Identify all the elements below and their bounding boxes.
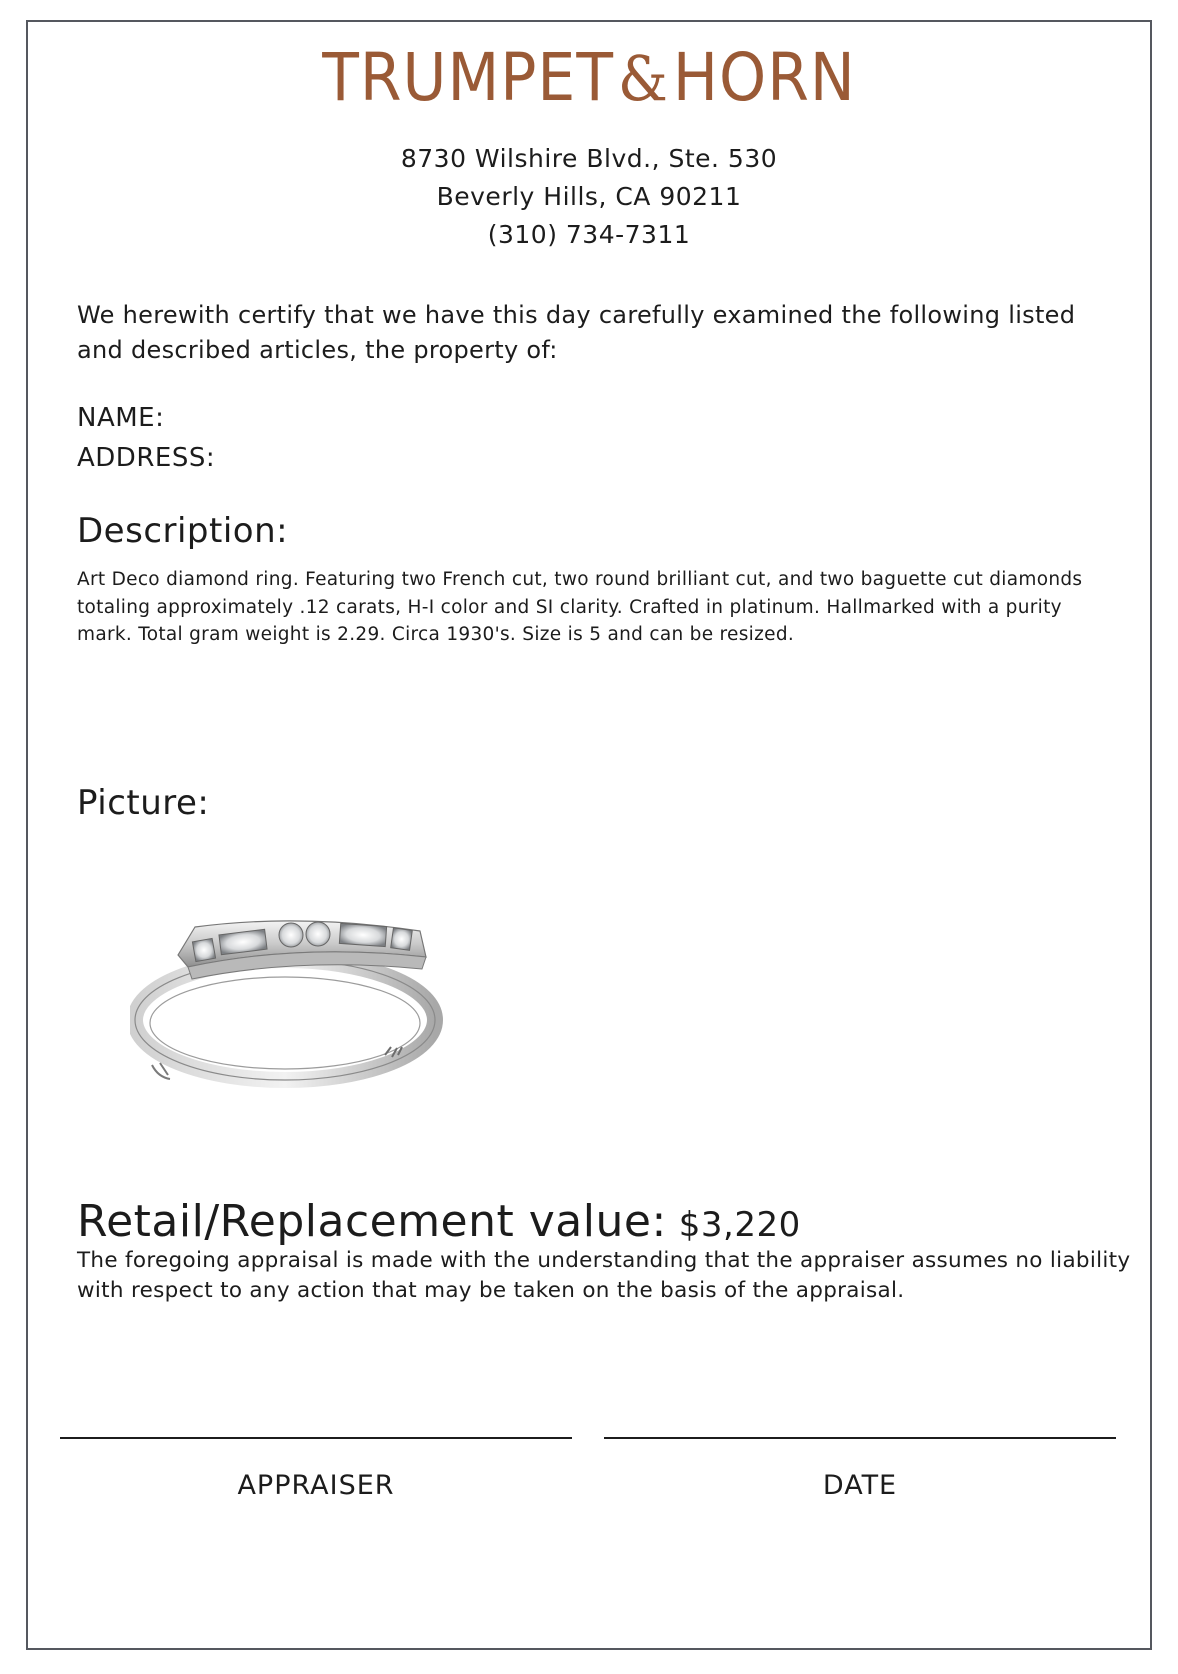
owner-fields — [77, 398, 215, 478]
ring-photo — [130, 905, 480, 1095]
date-label: DATE — [822, 1470, 898, 1501]
address-phone: (310) 734-7311 — [487, 220, 691, 249]
disclaimer-text: The foregoing appraisal is made with the understanding that the appraiser assumes no liability with respect to any action that may be taken on the basis of the appraisal. — [77, 1248, 1131, 1303]
address-city: Beverly Hills, CA 90211 — [436, 182, 742, 211]
logo-ampersand: & — [617, 43, 669, 116]
description-text: Art Deco diamond ring. Featuring two French cut, two round brilliant cut, and two baguette cut diamonds totaling approximately .12 carats, H-I color and SI clarity. Crafted in platinum. Hallmarked with a purity mark. Total gram weight is 2.29. Circa 1930's. Size is 5 and can be resized. — [77, 569, 1083, 645]
retail-value-amount: $3,220 — [678, 1205, 801, 1245]
document-border — [26, 20, 1152, 1650]
company-address — [0, 140, 1178, 254]
appraiser-label: APPRAISER — [237, 1470, 395, 1501]
retail-value-label: Retail/Replacement value: — [77, 1196, 667, 1247]
picture-heading: Picture: — [77, 783, 210, 823]
company-logo — [0, 39, 1178, 117]
logo-name-left: TRUMPET — [322, 39, 614, 117]
logo-name-right: HORN — [672, 39, 856, 117]
address-label: ADDRESS: — [77, 443, 216, 473]
appraiser-signature-line — [60, 1437, 572, 1439]
description-heading: Description: — [77, 511, 289, 551]
address-street: 8730 Wilshire Blvd., Ste. 530 — [400, 144, 778, 173]
name-label: NAME: — [77, 403, 165, 433]
date-signature-line — [604, 1437, 1116, 1439]
retail-value — [77, 1196, 801, 1247]
certification-statement: We herewith certify that we have this day carefully examined the following listed and described articles, the property of: — [77, 301, 1076, 364]
